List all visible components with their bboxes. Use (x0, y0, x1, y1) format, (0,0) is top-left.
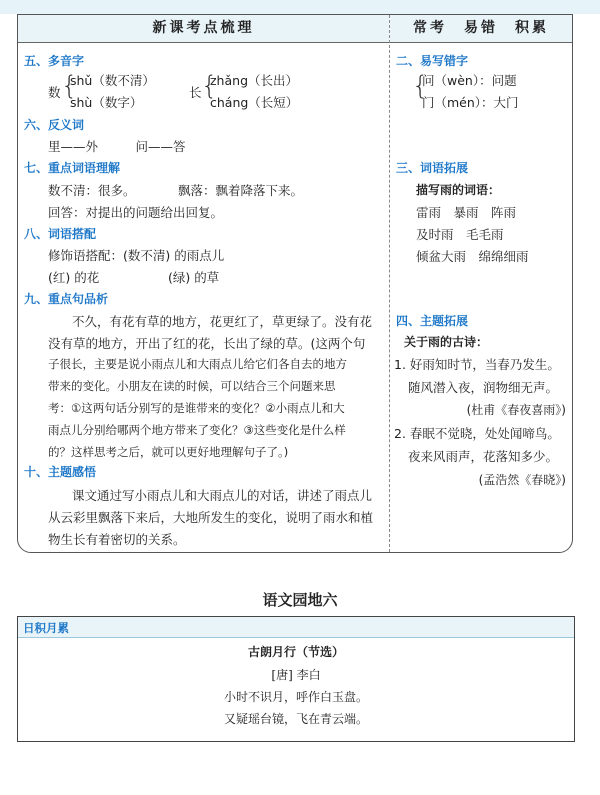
fanyici-text: 里——外 问——答 (48, 139, 186, 154)
section-duoyinzi-title: 五、多音字 (24, 54, 85, 68)
ciyu-1b: 飘落：飘着降落下来。 (178, 183, 304, 198)
riji-header (18, 617, 574, 638)
pinxi-line: 的？这样思考之后，就可以更好地理解句子了。) (48, 445, 289, 459)
yixie-1: 问（wèn）：问题 (422, 73, 517, 88)
ciyu-2: 回答：对提出的问题给出回复。 (48, 205, 224, 220)
section2-title: 语文园地六 (262, 591, 338, 609)
section-ganwu-title: 十、主题感悟 (24, 465, 97, 479)
duoyin-char-shu: 数 (48, 85, 61, 100)
dapei-1: 修饰语搭配：(数不清) 的雨点儿 (48, 248, 225, 263)
duoyin-shu-2: shù（数字） (70, 95, 143, 110)
duoyin-char-chang: 长 (189, 85, 202, 100)
duoyin-chang-2: cháng（长短） (210, 95, 299, 110)
pinxi-line: 带来的变化。小朋友在读的时候，可以结合三个问题来思 (48, 379, 336, 393)
tuozhan-1: 雷雨 暴雨 阵雨 (416, 205, 517, 220)
section-zhuti-title: 四、主题拓展 (396, 314, 469, 328)
ganwu-line: 物生长有着密切的关系。 (48, 532, 186, 547)
poem2-source: (孟浩然《春晓》) (478, 473, 566, 487)
dapei-2a: (红) 的花 (48, 270, 100, 285)
pinxi-line: 不久，有花有草的地方，花更红了，草更绿了。没有花 (72, 314, 373, 329)
poem-label: 关于雨的古诗： (404, 335, 489, 349)
section-ciyu-title: 七、重点词语理解 (24, 161, 121, 175)
brace: { (61, 71, 78, 101)
right-column (390, 15, 572, 552)
section-fanyici-title: 六、反义词 (24, 118, 85, 132)
ganwu-line: 课文通过写小雨点儿和大雨点儿的对话，讲述了雨点儿 (72, 488, 373, 503)
yixie-2: 门（mén）：大门 (422, 95, 519, 110)
section-pinxi-title: 九、重点句品析 (24, 292, 109, 306)
poem-line1: 小时不识月，呼作白玉盘。 (223, 690, 368, 704)
tuozhan-2: 及时雨 毛毛雨 (416, 227, 504, 242)
poem2-line1: 2. 春眠不觉晓，处处闻啼鸟。 (394, 426, 560, 441)
pinxi-line: 没有草的地方，开出了红的花，长出了绿的草。(这两个句 (48, 336, 366, 351)
poem1-source: (杜甫《春夜喜雨》) (466, 403, 566, 417)
poem-author: [唐] 李白 (271, 668, 321, 682)
poem1-line1: 1. 好雨知时节，当春乃发生。 (394, 357, 560, 372)
pinxi-line: 雨点儿分别给哪两个地方带来了变化？③这些变化是什么样 (48, 423, 346, 437)
dapei-2b: (绿) 的草 (168, 270, 220, 285)
pinxi-line: 考：①这两句话分别写的是谁带来的变化？②小雨点儿和大 (48, 401, 345, 415)
ciyu-1a: 数不清：很多。 (48, 183, 136, 198)
left-header: 新课考点梳理 (18, 15, 389, 43)
poem-line2: 又疑瑶台镜，飞在青云端。 (223, 712, 368, 726)
pinxi-line: 子很长，主要是说小雨点儿和大雨点儿给它们各自去的地方 (48, 357, 347, 371)
duoyin-shu-1: shǔ（数不清） (70, 73, 155, 88)
left-column (18, 15, 389, 552)
section-yixie-title: 二、易写错字 (396, 54, 469, 68)
brace: { (201, 71, 218, 101)
right-header: 常考 易错 积累 (390, 15, 572, 43)
duoyin-chang-1: zhǎng（长出） (210, 73, 299, 88)
riji-box (17, 616, 575, 742)
poem2-line2: 夜来风雨声，花落知多少。 (408, 449, 559, 464)
poem1-line2: 随风潜入夜，润物细无声。 (408, 380, 559, 395)
tuozhan-3: 倾盆大雨 绵绵细雨 (416, 249, 529, 264)
section-tuozhan-title: 三、词语拓展 (396, 161, 469, 175)
review-card (17, 14, 573, 553)
poem-title: 古朗月行（节选） (247, 645, 344, 659)
tuozhan-label: 描写雨的词语： (416, 183, 501, 197)
top-band (0, 0, 600, 14)
section-dapei-title: 八、词语搭配 (24, 227, 97, 241)
brace: { (412, 71, 429, 101)
ganwu-line: 从云彩里飘落下来后，大地所发生的变化，说明了雨水和植 (48, 510, 374, 525)
riji-label: 日积月累 (23, 621, 69, 635)
